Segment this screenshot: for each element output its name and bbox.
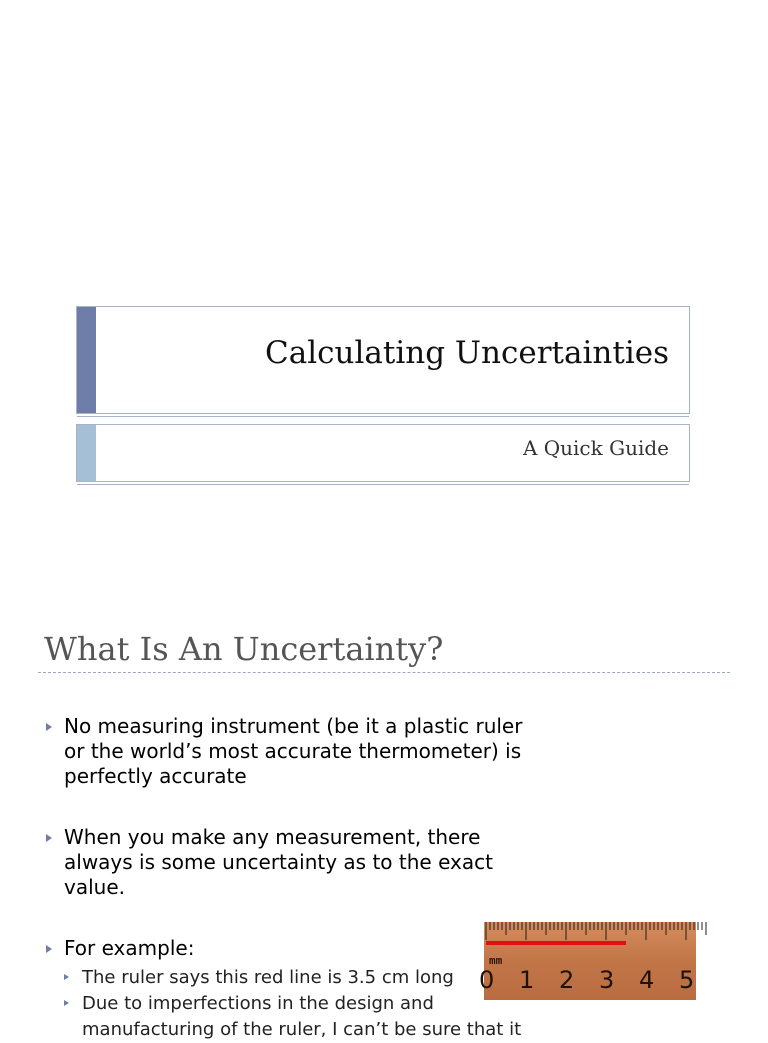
sub-bullet-item [64,991,544,1043]
subtitle-accent-bar [77,425,96,481]
sub-bullet-text: The ruler says this red line is 3.5 cm long [82,967,454,988]
content-slide [0,576,768,1040]
bullet-arrow-icon [46,723,52,731]
slide-subtitle: A Quick Guide [522,436,669,460]
ruler-number: 3 [599,966,615,994]
bullet-arrow-icon [46,834,52,842]
red-line [486,941,626,945]
bullet-arrow-icon [46,945,52,953]
sub-bullet-item [64,965,544,991]
ruler-number: 2 [559,966,575,994]
ruler-number: 4 [639,966,655,994]
ruler-svg [479,922,696,1000]
title-accent-bar [77,307,96,413]
bullet-item [44,936,544,1043]
sub-bullet-text: Due to imperfections in the design and manufacturing of the ruler, I can’t be sure that it [82,993,522,1040]
bullet-text: When you make any measurement, there always is some uncertainty as to the exact value. [64,825,493,899]
ruler-number: 1 [519,966,535,994]
ruler-number: 5 [679,966,695,994]
bullet-list [44,714,544,1043]
bullet-item [44,714,544,789]
ruler-image [479,922,696,1000]
sub-bullet-arrow-icon [64,974,69,980]
bullet-item [44,825,544,900]
bullet-text: No measuring instrument (be it a plastic ruler or the world’s most accurate thermometer) is perfectly accurate [64,714,523,788]
subtitle-box [76,424,690,482]
ruler-number: 0 [479,966,495,994]
heading-divider [38,672,730,673]
sub-bullet-list [64,965,544,1043]
slide-title: Calculating Uncertainties [265,335,669,371]
bullet-text: For example: [64,936,195,960]
title-box [76,306,690,414]
ruler-unit-label: mm [489,954,503,967]
sub-bullet-arrow-icon [64,1000,69,1006]
ruler-body [484,922,696,1000]
slide-heading: What Is An Uncertainty? [44,630,444,668]
